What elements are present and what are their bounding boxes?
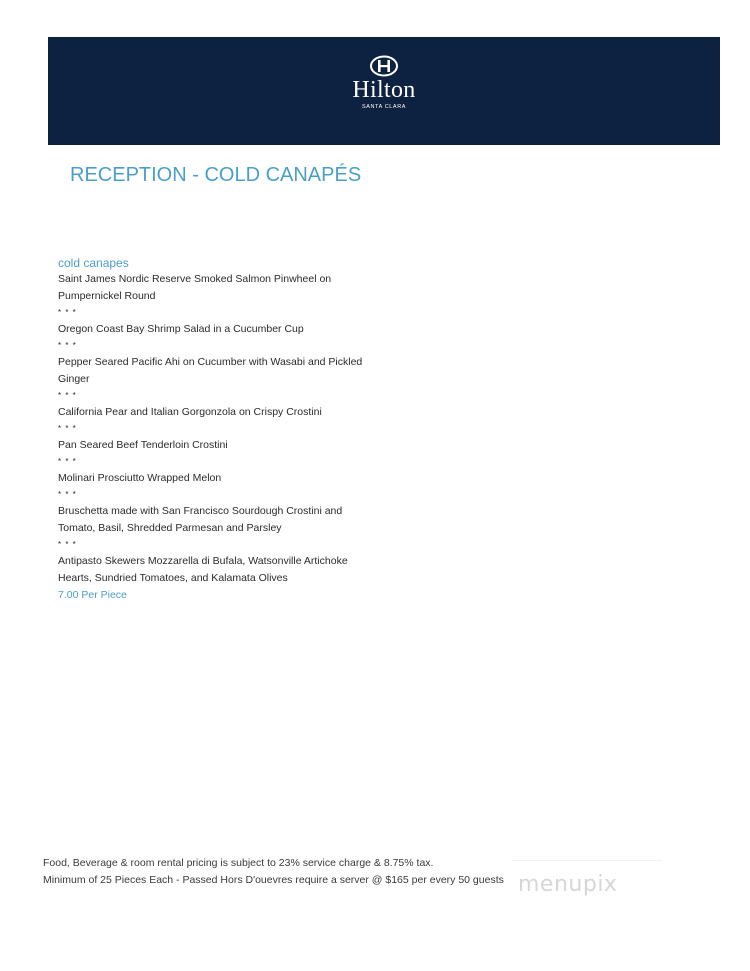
watermark-logo: menupix [518,872,618,897]
footer-notes [43,855,504,889]
page-title: RECEPTION - COLD CANAPÉS [70,164,362,186]
menu-list [58,271,378,587]
menu-item: Bruschetta made with San Francisco Sourdough Crostini and Tomato, Basil, Shredded Parmesan and Parsley [58,505,343,534]
brand-name: Hilton [352,77,416,103]
header-banner [48,37,720,145]
menu-item: Antipasto Skewers Mozzarella di Bufala, Watsonville Artichoke Hearts, Sundried Tomatoes, and Kalamata Olives [58,555,348,584]
watermark-divider [512,860,662,861]
menu-item: California Pear and Italian Gorgonzola on Crispy Crostini [58,406,322,418]
price: 7.00 Per Piece [58,589,127,601]
brand-location: SANTA CLARA [361,104,407,110]
separator: * * * [58,540,77,549]
footer-line-minimum: Minimum of 25 Pieces Each - Passed Hors D'ouevres require a server @ $165 per every 50 guests [43,874,504,886]
menu-section [58,255,378,604]
menu-item: Saint James Nordic Reserve Smoked Salmon Pinwheel on Pumpernickel Round [58,273,332,302]
hilton-emblem-icon [369,55,399,77]
separator: * * * [58,457,77,466]
footer-line-pricing: Food, Beverage & room rental pricing is subject to 23% service charge & 8.75% tax. [43,857,434,869]
menu-item: Molinari Prosciutto Wrapped Melon [58,472,222,484]
separator: * * * [58,391,77,400]
separator: * * * [58,308,77,317]
separator: * * * [58,424,77,433]
separator: * * * [58,490,77,499]
menu-item: Pan Seared Beef Tenderloin Crostini [58,439,228,451]
separator: * * * [58,341,77,350]
menu-item: Pepper Seared Pacific Ahi on Cucumber with Wasabi and Pickled Ginger [58,356,363,385]
section-heading: cold canapes [58,256,129,270]
menu-item: Oregon Coast Bay Shrimp Salad in a Cucumber Cup [58,323,304,335]
hilton-logo [48,55,720,111]
